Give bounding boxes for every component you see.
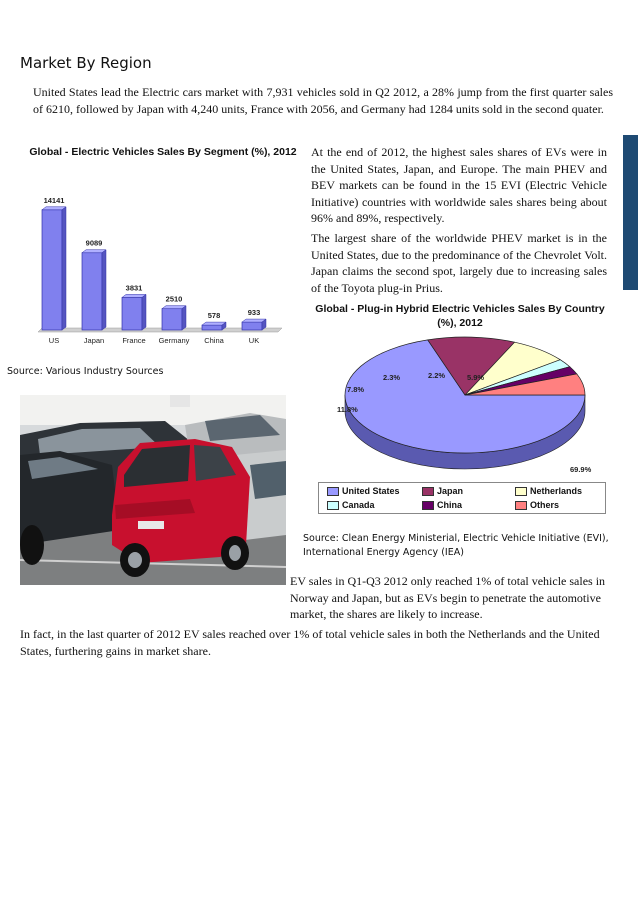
legend-swatch bbox=[515, 487, 527, 496]
right-column-paragraph-1: At the end of 2012, the highest sales shares of EVs were in the United States, Japan, and Europe. The main PHEV and BEV markets can be found in the 15 EVI (Electric Vehicle Initiative) countries with worldwide sales shares being about 96% and 89%, respectively. bbox=[311, 145, 607, 225]
bar-japan bbox=[82, 253, 102, 330]
data-label: 3831 bbox=[125, 283, 143, 293]
legend-label: United States bbox=[342, 486, 400, 496]
right-column-paragraph-3: EV sales in Q1-Q3 2012 only reached 1% of total vehicle sales in Norway and Japan, but as EVs begin to penetrate the automotive market, the shares are likely to increase. bbox=[290, 574, 606, 621]
bar-france bbox=[122, 297, 142, 330]
closing-paragraph: In fact, in the last quarter of 2012 EV sales reached over 1% of total vehicle sales in both the Netherlands and the United States, furthering gains in market share. bbox=[20, 627, 600, 658]
legend-label: Others bbox=[530, 500, 560, 510]
slice-label: 5.9% bbox=[467, 373, 485, 382]
source-note-2: Source: Clean Energy Ministerial, Electric Vehicle Initiative (EVI), International Energy Agency (IEA) bbox=[303, 533, 609, 558]
category-label: France bbox=[122, 336, 146, 345]
category-label: China bbox=[204, 336, 224, 345]
car-photo bbox=[20, 395, 286, 585]
legend-item-japan bbox=[422, 486, 463, 496]
legend-item-china bbox=[422, 500, 462, 510]
slice-label: 7.8% bbox=[347, 385, 365, 394]
data-label: 933 bbox=[247, 308, 261, 318]
slice-label: 69.9% bbox=[570, 465, 592, 474]
bar-china bbox=[202, 325, 222, 330]
legend-label: Netherlands bbox=[530, 486, 583, 496]
legend-item-canada bbox=[327, 500, 375, 510]
pie-chart bbox=[305, 335, 605, 475]
pie-legend bbox=[318, 482, 606, 514]
legend-label: Canada bbox=[342, 500, 375, 510]
legend-swatch bbox=[422, 501, 434, 510]
section-heading: Market By Region bbox=[20, 54, 152, 72]
slice-label: 2.2% bbox=[428, 371, 446, 380]
bar-side-face bbox=[102, 250, 106, 330]
bar-side-face bbox=[142, 294, 146, 330]
bar-us bbox=[42, 210, 62, 330]
legend-label: Japan bbox=[437, 486, 464, 496]
data-label: 14141 bbox=[43, 195, 65, 205]
bar-chart-title: Global - Electric Vehicles Sales By Segment (%), 2012 bbox=[29, 146, 297, 158]
legend-item-united-states bbox=[327, 486, 400, 496]
category-label: UK bbox=[248, 336, 260, 345]
pie-chart-title: Global - Plug-in Hybrid Electric Vehicles Sales By Country (%), 2012 bbox=[315, 303, 605, 329]
data-label: 578 bbox=[207, 311, 221, 321]
side-tab bbox=[623, 135, 638, 290]
bar-uk bbox=[242, 322, 262, 330]
bar-chart bbox=[24, 180, 286, 352]
legend-swatch bbox=[515, 501, 527, 510]
source-note-1: Source: Various Industry Sources bbox=[7, 366, 164, 377]
category-label: Germany bbox=[158, 336, 190, 345]
legend-swatch bbox=[327, 501, 339, 510]
legend-swatch bbox=[327, 487, 339, 496]
right-column-paragraph-2: The largest share of the worldwide PHEV market is in the United States, due to the predominance of the Chevrolet Volt. Japan claims the second spot, largely due to increasing sales of the Toyota plug-in Prius. bbox=[311, 231, 607, 295]
bar-germany bbox=[162, 309, 182, 330]
data-label: 2510 bbox=[165, 294, 183, 304]
legend-swatch bbox=[422, 487, 434, 496]
data-label: 9089 bbox=[85, 238, 103, 248]
category-label: Japan bbox=[83, 336, 105, 345]
category-label: US bbox=[48, 336, 60, 345]
bar-side-face bbox=[62, 207, 66, 330]
legend-label: China bbox=[437, 500, 463, 510]
bar-side-face bbox=[182, 306, 186, 330]
slice-label: 11.8% bbox=[337, 405, 358, 414]
legend-item-netherlands bbox=[515, 486, 582, 496]
intro-paragraph: United States lead the Electric cars market with 7,931 vehicles sold in Q2 2012, a 28% jump from the first quarter sales of 6210, followed by Japan with 4,240 units, France with 2056, and Germany had 1284 units sold in the second quater. bbox=[33, 85, 613, 116]
legend-item-others bbox=[515, 500, 559, 510]
slice-label: 2.3% bbox=[383, 373, 401, 382]
